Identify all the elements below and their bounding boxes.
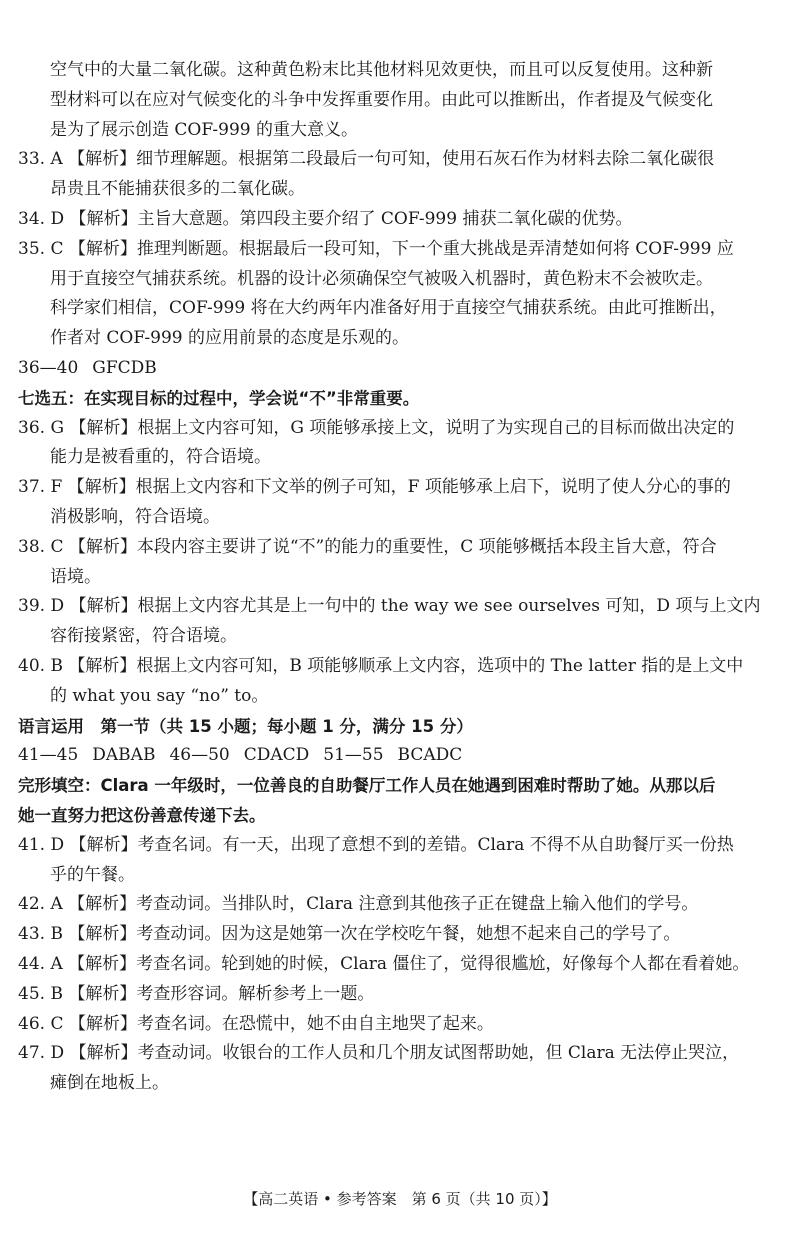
analysis-label: 【解析】 (68, 149, 137, 170)
analysis-text: 细节理解题。根据第二段最后一句可知，使用石灰石作为材料去除二氧化碳很 (136, 149, 715, 170)
answer-item-38 (18, 533, 783, 563)
answer-number: 45. B (18, 983, 63, 1004)
answer-number: 46. C (18, 1013, 64, 1034)
text-line: 是为了展示创造 COF-999 的重大意义。 (50, 119, 358, 140)
range-label: 51—55 (323, 745, 384, 766)
section-heading-cloze: 完形填空：Clara 一年级时，一位善良的自助餐厅工作人员在她遇到困难时帮助了她。从那以后 (18, 776, 716, 796)
analysis-text: 考查动词。收银台的工作人员和几个朋友试图帮助她，但 Clara 无法停止哭泣， (137, 1043, 740, 1064)
range-answers: DABAB (92, 745, 156, 766)
range-label: 41—45 (18, 745, 79, 766)
analysis-text: 考查动词。因为这是她第一次在学校吃午餐，她想不起来自己的学号了。 (136, 924, 681, 945)
analysis-text: 本段内容主要讲了说“不”的能力的重要性，C 项能够概括本段主旨大意，符合 (136, 536, 717, 557)
answer-number: 34. D (18, 208, 65, 229)
text-line: 型材料可以在应对气候变化的斗争中发挥重要作用。由此可以推断出，作者提及气候变化 (50, 89, 713, 110)
answer-range-36-40 (18, 354, 783, 384)
analysis-label: 【解析】 (68, 655, 137, 676)
answer-item-34 (18, 205, 783, 235)
answer-item-41 (18, 831, 783, 861)
answer-content (18, 56, 783, 1099)
answer-item-42 (18, 890, 783, 920)
analysis-text: 考查名词。在恐慌中，她不由自主地哭了起来。 (136, 1013, 494, 1034)
section-heading-language-use: 语言运用 第一节（共 15 小题；每小题 1 分，满分 15 分） (18, 716, 473, 736)
answer-item-37 (18, 473, 783, 503)
answer-item-35 (18, 235, 783, 265)
section-heading-seven-choose-five: 七选五：在实现目标的过程中，学会说“不”非常重要。 (18, 388, 420, 408)
analysis-label: 【解析】 (68, 924, 137, 945)
answer-number: 40. B (18, 655, 63, 676)
analysis-label: 【解析】 (68, 1013, 137, 1034)
text-line: 作者对 COF-999 的应用前景的态度是乐观的。 (50, 328, 409, 349)
text-line: 空气中的大量二氧化碳。这种黄色粉末比其他材料见效更快，而且可以反复使用。这种新 (50, 60, 713, 80)
answer-number: 33. A (18, 149, 63, 170)
analysis-text: 根据上文内容可知，G 项能够承接上文，说明了为实现自己的目标而做出决定的 (137, 417, 735, 438)
answer-item-40 (18, 652, 783, 682)
range-answers: GFCDB (92, 357, 157, 378)
answer-item-45 (18, 980, 783, 1010)
analysis-text: 根据上文内容可知，B 项能够顺承上文内容，选项中的 The latter 指的是上文中 (136, 655, 744, 676)
text-line: 能力是被看重的，符合语境。 (50, 447, 271, 468)
answer-number: 41. D (18, 834, 65, 855)
analysis-label: 【解析】 (68, 983, 137, 1004)
text-line: 瘫倒在地板上。 (50, 1073, 169, 1094)
analysis-text: 考查名词。有一天，出现了意想不到的差错。Clara 不得不从自助餐厅买一份热 (137, 834, 734, 855)
analysis-text: 主旨大意题。第四段主要介绍了 COF-999 捕获二氧化碳的优势。 (137, 208, 633, 229)
answer-number: 44. A (18, 953, 63, 974)
section-heading-cloze-cont: 她一直努力把这份善意传递下去。 (18, 805, 266, 825)
analysis-label: 【解析】 (67, 477, 136, 498)
answer-number: 38. C (18, 536, 64, 557)
answer-item-36 (18, 414, 783, 444)
text-line: 消极影响，符合语境。 (50, 506, 220, 527)
text-line: 乎的午餐。 (50, 864, 135, 885)
answer-item-44 (18, 950, 783, 980)
analysis-text: 考查动词。当排队时，Clara 注意到其他孩子正在键盘上输入他们的学号。 (136, 894, 699, 915)
answer-number: 42. A (18, 894, 63, 915)
answer-number: 39. D (18, 596, 65, 617)
answer-item-47 (18, 1039, 783, 1069)
analysis-text: 根据上文内容和下文举的例子可知，F 项能够承上启下，说明了使人分心的事的 (135, 477, 731, 498)
answer-number: 36. G (18, 417, 65, 438)
range-label: 36—40 (18, 357, 79, 378)
analysis-label: 【解析】 (68, 953, 137, 974)
text-line: 容衔接紧密，符合语境。 (50, 626, 237, 647)
range-answers: CDACD (243, 745, 310, 766)
text-line: 的 what you say “no” to。 (50, 685, 269, 706)
text-line: 昂贵且不能捕获很多的二氧化碳。 (50, 179, 305, 200)
text-line: 科学家们相信，COF-999 将在大约两年内准备好用于直接空气捕获系统。由此可推断出， (50, 298, 727, 319)
answer-item-39 (18, 592, 783, 622)
analysis-label: 【解析】 (69, 1043, 138, 1064)
answer-item-43 (18, 920, 783, 950)
analysis-text: 考查名词。轮到她的时候，Clara 僵住了，觉得很尴尬，好像每个人都在看着她。 (136, 953, 750, 974)
analysis-label: 【解析】 (69, 834, 138, 855)
analysis-label: 【解析】 (68, 894, 137, 915)
answer-number: 47. D (18, 1043, 65, 1064)
text-line: 用于直接空气捕获系统。机器的设计必须确保空气被吸入机器时，黄色粉末不会被吹走。 (50, 268, 713, 289)
answer-number: 37. F (18, 477, 63, 498)
range-label: 46—50 (169, 745, 230, 766)
answer-number: 43. B (18, 924, 63, 945)
answer-ranges-41-55 (18, 741, 783, 771)
answer-item-33 (18, 145, 783, 175)
analysis-label: 【解析】 (69, 596, 138, 617)
analysis-label: 【解析】 (68, 536, 137, 557)
analysis-label: 【解析】 (69, 417, 138, 438)
analysis-text: 考查形容词。解析参考上一题。 (136, 983, 375, 1004)
analysis-label: 【解析】 (69, 208, 138, 229)
answer-item-46 (18, 1010, 783, 1040)
range-answers: BCADC (397, 745, 463, 766)
analysis-text: 推理判断题。根据最后一段可知，下一个重大挑战是弄清楚如何将 COF-999 应 (136, 238, 734, 259)
text-line: 语境。 (50, 566, 101, 587)
analysis-text: 根据上文内容尤其是上一句中的 the way we see ourselves 可知，D 项与上文内 (137, 596, 761, 617)
page-footer: 【高二英语 • 参考答案 第 6 页（共 10 页）】 (243, 1190, 557, 1208)
answer-number: 35. C (18, 238, 64, 259)
analysis-label: 【解析】 (68, 238, 137, 259)
